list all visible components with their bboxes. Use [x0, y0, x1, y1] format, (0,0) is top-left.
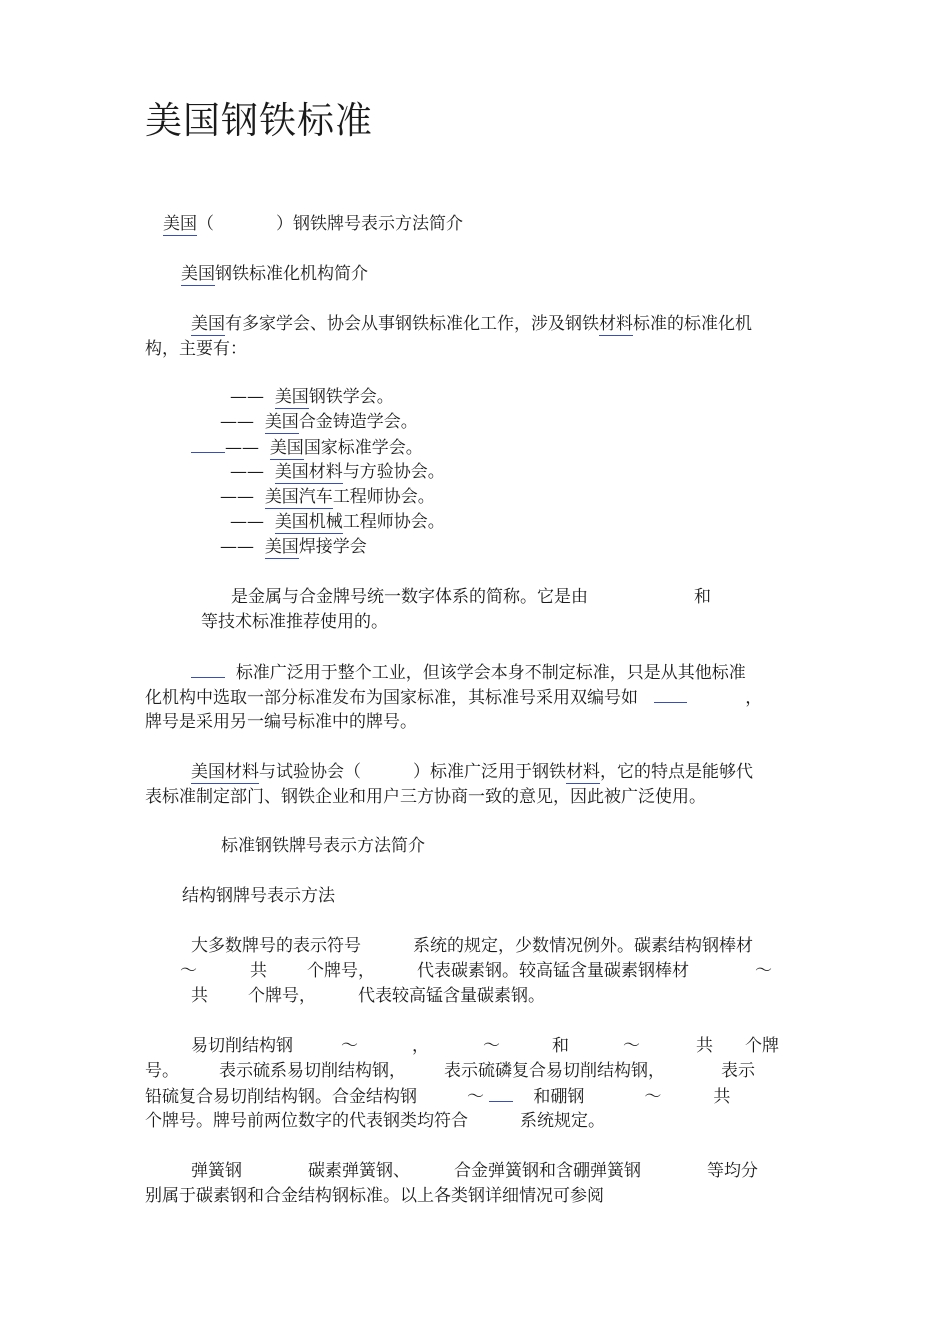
org-item: —— 美国合金铸造学会。 — [220, 412, 418, 432]
link-astm[interactable]: 美国材料 — [191, 762, 259, 782]
link-usa[interactable]: 美国 — [163, 214, 197, 234]
para4-line1: 美国材料与试验协会（ ）标准广泛用于钢铁材料，它的特点是能够代 — [191, 762, 753, 782]
org-item: —— 美国国家标准学会。 — [191, 436, 423, 459]
link-org[interactable]: 美国材料 — [274, 462, 343, 482]
link-org[interactable]: 美国汽车 — [264, 487, 333, 507]
blank-link[interactable] — [191, 436, 225, 453]
org-item: —— 美国材料与方验协会。 — [230, 462, 445, 482]
para2-line2: 等技术标准推荐使用的。 — [201, 612, 388, 632]
para5-line1: 大多数牌号的表示符号 系统的规定，少数情况例外。碳素结构钢棒材 — [191, 936, 753, 956]
link-org[interactable]: 美国 — [274, 387, 309, 407]
link-org[interactable]: 美国 — [264, 412, 299, 432]
blank-link[interactable] — [489, 1085, 513, 1102]
para5-line3: 共 个牌号， 代表较高锰含量碳素钢。 — [191, 986, 545, 1006]
org-item: —— 美国汽车工程师协会。 — [220, 487, 435, 507]
blank-link[interactable] — [191, 661, 225, 678]
para7-line2: 别属于碳素钢和合金结构钢标准。以上各类钢详细情况可参阅 — [145, 1186, 604, 1206]
link-material[interactable]: 材料 — [599, 314, 633, 334]
para3-line2: 化机构中选取一部分标准发布为国家标准，其标准号采用双编号如 ， — [145, 688, 763, 708]
org-item: —— 美国焊接学会 — [220, 537, 367, 557]
para6-line1: 易切削结构钢 ～ ， ～ 和 ～ 共 个牌 — [191, 1036, 779, 1056]
org-item: —— 美国钢铁学会。 — [230, 387, 394, 407]
para2-line1: 是金属与合金牌号统一数字体系的简称。它是由 和 — [231, 587, 711, 607]
org-item: —— 美国机械工程师协会。 — [230, 512, 445, 532]
section-heading: 结构钢牌号表示方法 — [182, 886, 335, 906]
para3-line1: 标准广泛用于整个工业，但该学会本身不制定标准，只是从其他标准 — [191, 661, 746, 684]
para6-line4: 个牌号。牌号前两位数字的代表钢类均符合 系统规定。 — [145, 1111, 605, 1131]
para3-line3: 牌号是采用另一编号标准中的牌号。 — [145, 712, 417, 732]
orgs-heading: 美国钢铁标准化机构简介 — [181, 264, 368, 284]
para1-line2: 构，主要有： — [145, 339, 247, 359]
para5-line2: ～ 共 个牌号， 代表碳素钢。较高锰含量碳素钢棒材 ～ — [180, 961, 772, 981]
blank-link[interactable] — [654, 686, 687, 703]
link-usa[interactable]: 美国 — [181, 264, 215, 284]
link-material[interactable]: 材料 — [566, 762, 600, 782]
section-heading: 标准钢铁牌号表示方法简介 — [221, 836, 425, 856]
para6-line3: 铅硫复合易切削结构钢。合金结构钢 ～ 和硼钢 ～ 共 — [145, 1087, 731, 1107]
intro-line: 美国（ ）钢铁牌号表示方法简介 — [163, 214, 463, 234]
para4-line2: 表标准制定部门、钢铁企业和用户三方协商一致的意见，因此被广泛使用。 — [145, 787, 706, 807]
link-org[interactable]: 美国 — [264, 537, 299, 557]
link-usa[interactable]: 美国 — [191, 314, 225, 334]
page-title: 美国钢铁标准 — [145, 99, 373, 142]
link-org[interactable]: 美国 — [269, 438, 304, 458]
para7-line1: 弹簧钢 碳素弹簧钢、 合金弹簧钢和含硼弹簧钢 等均分 — [191, 1161, 758, 1181]
para1-line1: 美国有多家学会、协会从事钢铁标准化工作，涉及钢铁材料标准的标准化机 — [191, 314, 752, 334]
para6-line2: 号。 表示硫系易切削结构钢， 表示硫磷复合易切削结构钢， 表示 — [145, 1061, 755, 1081]
link-org[interactable]: 美国机械 — [274, 512, 343, 532]
